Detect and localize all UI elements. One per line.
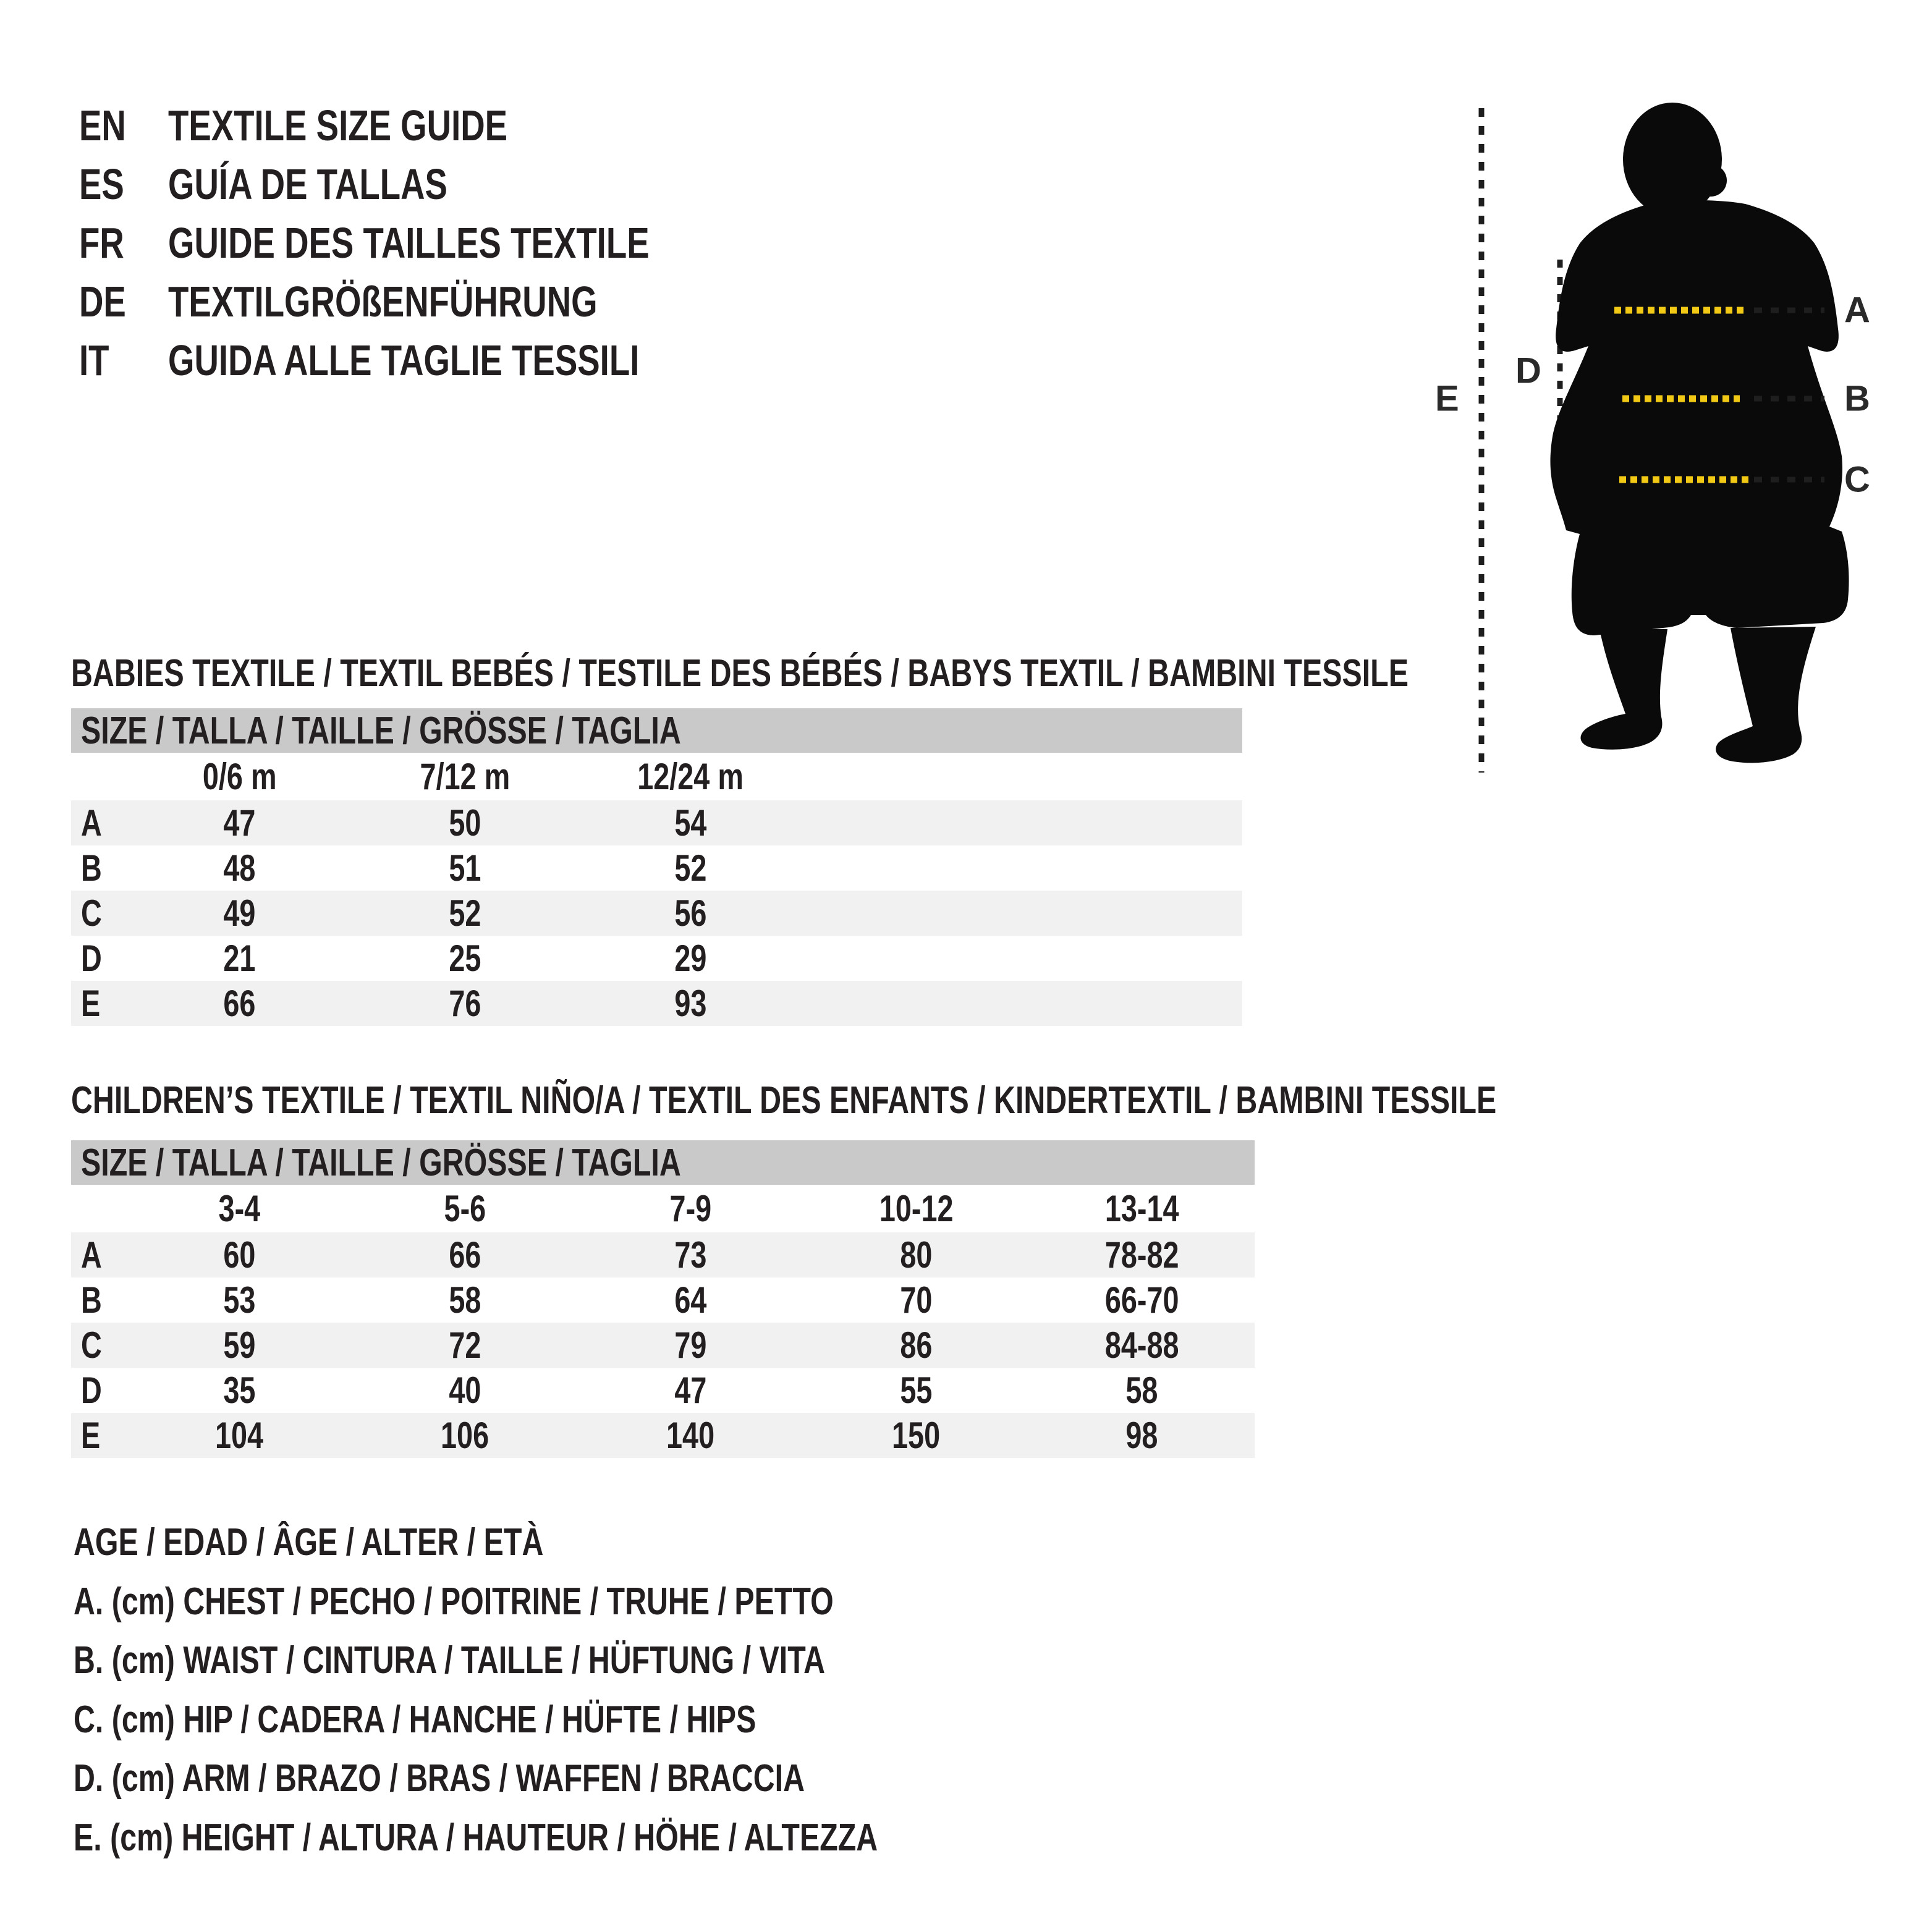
cell: 66 — [449, 1234, 481, 1276]
row-label: B — [81, 847, 102, 889]
title-en: TEXTILE SIZE GUIDE — [168, 101, 508, 150]
title-es: GUÍA DE TALLAS — [168, 160, 447, 208]
silhouette-head — [1623, 103, 1722, 216]
legend-line-arm: D. (cm) ARM / BRAZO / BRAS / WAFFEN / BRACCIA — [74, 1757, 805, 1800]
cell: 66 — [223, 983, 256, 1024]
table-row — [71, 1277, 1255, 1323]
babies-section-heading — [71, 652, 1786, 695]
figure-label-arm-d: D — [1515, 350, 1541, 391]
row-label: C — [81, 1324, 102, 1366]
lang-row-es — [79, 155, 785, 214]
silhouette-right-leg — [1716, 627, 1816, 763]
table-row — [71, 1232, 1255, 1277]
cell: 56 — [674, 892, 707, 934]
children-size-table — [71, 1185, 1255, 1458]
size-figure-diagram — [1440, 87, 1932, 816]
title-it: GUIDA ALLE TAGLIE TESSILI — [168, 336, 640, 384]
title-fr: GUIDE DES TAILLES TEXTILE — [168, 219, 650, 267]
silhouette-torso — [1550, 200, 1849, 635]
children-size-header-text: SIZE / TALLA / TAILLE / GRÖSSE / TAGLIA — [81, 1141, 681, 1184]
lang-code-es: ES — [79, 160, 124, 208]
babies-col-12-24m: 12/24 m — [637, 756, 744, 797]
cell: 150 — [892, 1415, 941, 1456]
figure-label-chest-a: A — [1844, 290, 1870, 331]
cell: 73 — [674, 1234, 707, 1276]
silhouette-ear — [1695, 164, 1727, 197]
cell: 140 — [666, 1415, 715, 1456]
row-label: E — [81, 1415, 101, 1456]
figure-label-height-e: E — [1435, 378, 1459, 419]
cell: 52 — [674, 847, 707, 889]
cell: 60 — [223, 1234, 256, 1276]
cell: 54 — [674, 802, 707, 844]
legend-line-hip: C. (cm) HIP / CADERA / HANCHE / HÜFTE / HIPS — [74, 1698, 756, 1741]
cell: 49 — [223, 892, 256, 934]
children-col-5-6: 5-6 — [444, 1188, 486, 1229]
table-row — [71, 1323, 1255, 1368]
row-label: B — [81, 1279, 102, 1321]
children-size-header-bar — [71, 1140, 1255, 1185]
lang-code-it: IT — [79, 336, 109, 384]
table-row — [71, 891, 1242, 936]
table-row — [71, 800, 1242, 845]
table-row — [71, 1368, 1255, 1413]
babies-size-table — [71, 753, 1242, 1026]
cell: 70 — [900, 1279, 933, 1321]
children-col-10-12: 10-12 — [879, 1188, 954, 1229]
babies-size-header-bar — [71, 708, 1242, 753]
legend-line-chest: A. (cm) CHEST / PECHO / POITRINE / TRUHE / PETTO — [74, 1580, 834, 1623]
table-row — [71, 1413, 1255, 1458]
lang-row-fr — [79, 214, 785, 273]
cell: 52 — [449, 892, 481, 934]
cell: 64 — [674, 1279, 707, 1321]
cell: 76 — [449, 983, 481, 1024]
cell: 66-70 — [1104, 1279, 1179, 1321]
children-section-heading — [71, 1079, 1899, 1122]
cell: 72 — [449, 1324, 481, 1366]
lang-code-de: DE — [79, 278, 126, 326]
cell: 48 — [223, 847, 256, 889]
cell: 79 — [674, 1324, 707, 1366]
children-heading-text: CHILDREN’S TEXTILE / TEXTIL NIÑO/A / TEXTIL DES ENFANTS / KINDERTEXTIL / BAMBINI TESSILE — [71, 1079, 1497, 1122]
cell: 29 — [674, 938, 707, 979]
legend-line-age: AGE / EDAD / ÂGE / ALTER / ETÀ — [74, 1521, 544, 1564]
lang-row-it — [79, 331, 785, 390]
cell: 106 — [441, 1415, 489, 1456]
cell: 50 — [449, 802, 481, 844]
legend-line-waist: B. (cm) WAIST / CINTURA / TAILLE / HÜFTUNG / VITA — [74, 1639, 826, 1682]
lang-code-en: EN — [79, 101, 126, 150]
cell: 84-88 — [1104, 1324, 1179, 1366]
measurement-legend — [74, 1513, 1104, 1867]
cell: 59 — [223, 1324, 256, 1366]
row-label: C — [81, 892, 102, 934]
row-label: D — [81, 1370, 102, 1411]
figure-label-waist-b: B — [1844, 378, 1870, 419]
lang-row-de — [79, 273, 785, 331]
row-label: A — [81, 1234, 102, 1276]
cell: 51 — [449, 847, 481, 889]
babies-col-0-6m: 0/6 m — [202, 756, 277, 797]
children-col-13-14: 13-14 — [1104, 1188, 1179, 1229]
babies-size-header-text: SIZE / TALLA / TAILLE / GRÖSSE / TAGLIA — [81, 709, 681, 752]
lang-code-fr: FR — [79, 219, 124, 267]
figure-label-hip-c: C — [1844, 459, 1870, 500]
lang-row-en — [79, 96, 785, 155]
cell: 98 — [1125, 1415, 1158, 1456]
cell: 25 — [449, 938, 481, 979]
cell: 80 — [900, 1234, 933, 1276]
cell: 55 — [900, 1370, 933, 1411]
cell: 35 — [223, 1370, 256, 1411]
cell: 40 — [449, 1370, 481, 1411]
cell: 78-82 — [1104, 1234, 1179, 1276]
language-header — [79, 96, 785, 390]
babies-column-header-row — [71, 753, 1242, 800]
row-label: A — [81, 802, 102, 844]
legend-line-height: E. (cm) HEIGHT / ALTURA / HAUTEUR / HÖHE / ALTEZZA — [74, 1816, 878, 1859]
cell: 47 — [223, 802, 256, 844]
cell: 86 — [900, 1324, 933, 1366]
title-de: TEXTILGRÖßENFÜHRUNG — [168, 278, 598, 326]
children-col-7-9: 7-9 — [669, 1188, 712, 1229]
babies-heading-text: BABIES TEXTILE / TEXTIL BEBÉS / TESTILE DES BÉBÉS / BABYS TEXTIL / BAMBINI TESSILE — [71, 652, 1409, 695]
row-label: D — [81, 938, 102, 979]
children-column-header-row — [71, 1185, 1255, 1232]
table-row — [71, 845, 1242, 891]
cell: 93 — [674, 983, 707, 1024]
cell: 21 — [223, 938, 256, 979]
table-row — [71, 936, 1242, 981]
cell: 104 — [215, 1415, 264, 1456]
babies-col-7-12m: 7/12 m — [420, 756, 511, 797]
children-col-3-4: 3-4 — [218, 1188, 261, 1229]
row-label: E — [81, 983, 101, 1024]
cell: 47 — [674, 1370, 707, 1411]
cell: 58 — [1125, 1370, 1158, 1411]
table-row — [71, 981, 1242, 1026]
cell: 58 — [449, 1279, 481, 1321]
cell: 53 — [223, 1279, 256, 1321]
